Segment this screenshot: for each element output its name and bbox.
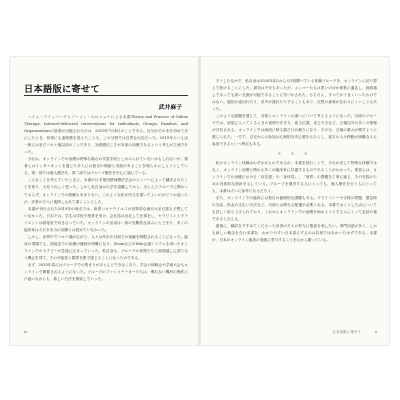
- left-page-number: ix: [24, 330, 28, 334]
- right-page: [200, 57, 389, 345]
- paragraph: 私のオンライン体験はわずかなものであるが、本書を読むことで、それが決して特殊な体験ではなく、オンライン治療に関わる多くの臨床家に共通するものであることがわかった。著者らは、オンラインでの治療における「存在感」や「身体性」、「境界」の問題を丁寧に論じ、その実践のための具体的な指針を示している。グループを運営する人にとっても、個人療法を行う人にとっても、本書は大いに参考になるだろう。: [212, 160, 377, 193]
- paragraph: 最後に、翻訳をすすめてくださった訳者の方々の努力に敬意を表したい。専門用語が多く、しかも新しい概念を含む本書を、わかりやすい日本語にするのは容易ではなかったはずである。本書が、日本のオンライン臨床の発展に寄与することを心から願っている。: [212, 223, 377, 243]
- paragraph: そうしたなかで、私自身は2020年4月から月1回開いている体験グループを、オンラインに切り替えて続けることにした。最初は不安もあったが、メンバーたちは思いのほか柔軟に適応し、画面越しであっても深い交流が可能であることに気づかされた。もちろん、すべてがうまくいったわけではない。通信が途切れたり、音声が遅れたりすることもあり、沈黙の意味が伝わりにくいこともあった。: [212, 79, 377, 112]
- chapter-title: 日本語版に寄せて: [24, 84, 100, 95]
- title-rule: [24, 95, 188, 96]
- paragraph: ハイム・ワインバーグとアーノン・ロロニュナによる本書Theory and Practice of Online Therapy: Internet-delivered Interventions for Individuals, Groups, Families, and Organizationsの原著が出版されたのは、2019年7月4日のことである。自分がその本を初めて手にしたとき、何事にも違和感を覚えたことも、この分野では自然な反応だった。2019年といえば一般にはまだコロナ禍以前のことであり、対面療法こそが本来の治療であるという考えが主流であった。: [24, 115, 188, 155]
- right-body-text: [212, 78, 377, 244]
- paragraph: このような経験を通じて、対面とオンラインの違いについて考えるようになった。対面のグループでは、部屋に入ってくるときの表情や歩き方、座る位置、身じろぎなど、言葉以外の多くの情報が共有される。オンラインでは画面に映る顔だけが頼りになり、その分、言葉の重みが増すように感じられた。一方で、自宅からの参加は心理的な安心感をもたらし、遠方の人や移動が困難な人も参加できるという利点もある。: [212, 114, 377, 147]
- running-head: 日本語版に寄せて: [332, 330, 361, 334]
- left-page: [10, 57, 199, 345]
- author-name: 武井麻子: [158, 105, 182, 111]
- left-body-text: [24, 114, 188, 283]
- right-page-number: x: [374, 330, 377, 334]
- paragraph: こんなことを考えていたときに、本書が日本集団精神療法学会のメンバーによって翻訳されたことを知り、大変うれしく思った。しかし私自身は大学を退職してから、ほとんどグループに関わっておらず、オンラインでの経験もあまりない。このような私が序文を書いてよいのかどうか迷ったが、訳者の方々に後押しされて書くことにした。: [24, 178, 188, 204]
- section-ornament: ＊ ＊ ＊: [277, 151, 312, 157]
- paragraph: また、オンラインでの臨床には独自の倫理的な課題もある。プライバシーや守秘の問題、緊急時の対応、料金の支払い方法など、対面とは異なる配慮が必要となる。本書ではこうした点についても詳しく取り上げられており、これからオンラインでの治療を始めようとする人にとって必読の書であると言える。: [212, 195, 377, 221]
- book-spread: [10, 57, 389, 345]
- paragraph: まず、2020年春にはグループでの集まりがほとんどできなくなり、学会の研修会や学術大会もオンラインで開催されるようになった。グループのファシリテーターたちは、慣れない機材の操作に戸惑いながらも、新しい方法を模索していった。: [24, 262, 188, 282]
- paragraph: しかし、世界中でコロナ禍が広がり、人々は外出や対面での接触を制限されることになった。臨床の現場でも、面接室での治療の継続が困難になり、ZoomなどのWeb会議システムを用いたオンラインでのセラピーが急速に広まっていった。私自身も、グループの仲間たちと画面越しに語り合う機会を得て、その可能性と限界を肌で感じることになったのである。: [24, 234, 188, 260]
- paragraph: 今なお、オンラインでの治療は特殊な場合の代替手段としかみられていないかもしれないが、著者らはインターネットを通じた介入には独自の理論と実践があることを明らかにしようとしている。第一部では個人療法を、第二部ではグループ療法を中心に論じている。: [24, 157, 188, 176]
- paragraph: 本書が刊行された2019年の時点では、新型コロナウイルスの世界的な流行はまだ誰も予想していなかった。日本では、学生は学校で授業を受け、会社員は出社して仕事をし、セラピストとクライエントは面接室で向き合っていた。オンラインの活用は一部の先駆的な試みにとどまり、多くの臨床家はそれを本当の治療とは認めていなかった。: [24, 206, 188, 232]
